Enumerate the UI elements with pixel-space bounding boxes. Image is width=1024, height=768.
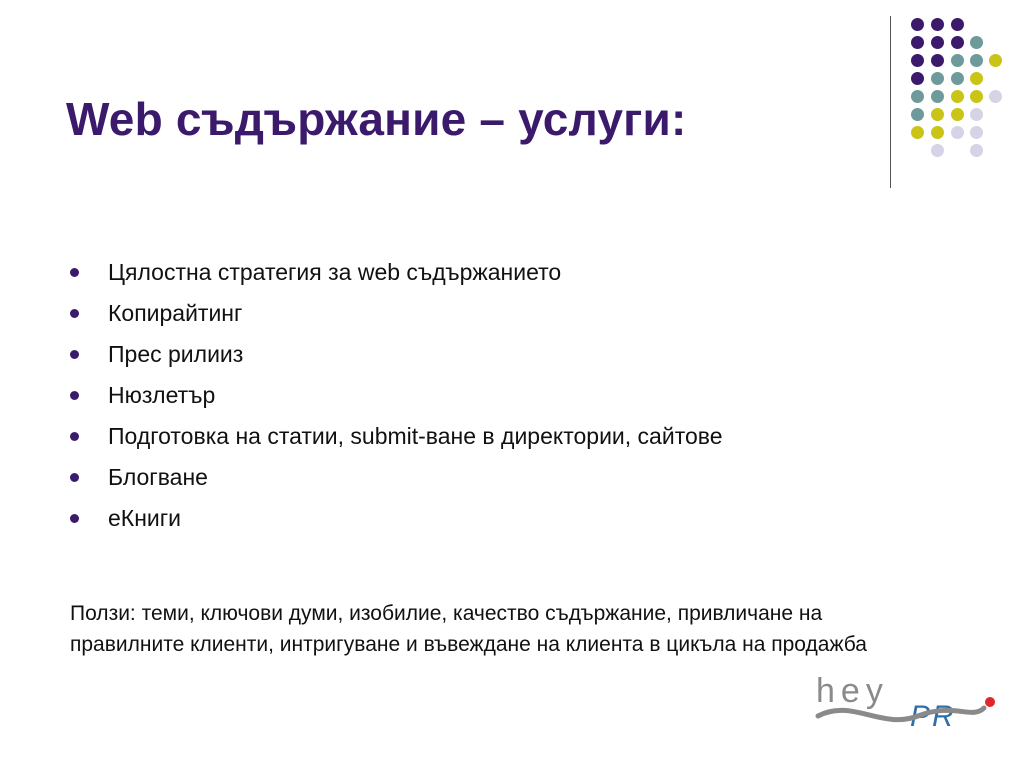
dot bbox=[951, 90, 964, 103]
dot bbox=[911, 18, 924, 31]
logo-swoosh bbox=[818, 708, 984, 720]
svg-text:hey: hey bbox=[816, 672, 889, 710]
dot bbox=[931, 18, 944, 31]
dot bbox=[951, 36, 964, 49]
bullet-icon bbox=[70, 309, 79, 318]
dot bbox=[970, 144, 983, 157]
dot bbox=[911, 54, 924, 67]
dot bbox=[951, 54, 964, 67]
list-item-label: Прес рилииз bbox=[108, 341, 244, 367]
dot bbox=[951, 72, 964, 85]
decorative-dot-grid bbox=[902, 10, 1002, 170]
dot bbox=[911, 90, 924, 103]
list-item-label: еКниги bbox=[108, 505, 181, 531]
dot bbox=[911, 36, 924, 49]
dot bbox=[931, 72, 944, 85]
dot bbox=[911, 72, 924, 85]
dot bbox=[911, 108, 924, 121]
list-item-label: Цялостна стратегия за web съдържанието bbox=[108, 259, 562, 285]
list-item bbox=[68, 498, 723, 539]
list-item bbox=[68, 334, 723, 375]
dot bbox=[931, 36, 944, 49]
decorative-divider bbox=[890, 16, 891, 188]
bullet-icon bbox=[70, 391, 79, 400]
benefits-paragraph: Ползи: теми, ключови думи, изобилие, качество съдържание, привличане на правилните клиенти, интригуване и въвеждане на клиента в цикъла на продажба bbox=[70, 602, 867, 656]
list-item-label: Нюзлетър bbox=[108, 382, 216, 408]
dot bbox=[989, 54, 1002, 67]
list-item bbox=[68, 252, 723, 293]
list-item-label: Копирайтинг bbox=[108, 300, 243, 326]
list-item bbox=[68, 457, 723, 498]
dot bbox=[951, 108, 964, 121]
bullet-icon bbox=[70, 473, 79, 482]
dot bbox=[931, 144, 944, 157]
dot bbox=[931, 90, 944, 103]
heypr-logo-wordmark bbox=[816, 672, 956, 733]
dot bbox=[951, 126, 964, 139]
dot bbox=[970, 54, 983, 67]
list-item-label: Подготовка на статии, submit-ване в директории, сайтове bbox=[108, 423, 723, 449]
services-list bbox=[68, 252, 723, 539]
bullet-icon bbox=[70, 268, 79, 277]
dot bbox=[931, 54, 944, 67]
dot bbox=[970, 90, 983, 103]
dot bbox=[970, 72, 983, 85]
dot bbox=[970, 126, 983, 139]
bullet-icon bbox=[70, 432, 79, 441]
dot bbox=[911, 126, 924, 139]
list-item bbox=[68, 416, 723, 457]
logo-red-dot bbox=[985, 697, 995, 707]
svg-text:PR: PR bbox=[910, 700, 956, 733]
bullet-icon bbox=[70, 350, 79, 359]
slide-title: Web съдържание – услуги: bbox=[66, 93, 687, 145]
list-item-label: Блогване bbox=[108, 464, 208, 490]
heypr-logo bbox=[812, 668, 1002, 748]
dot bbox=[951, 18, 964, 31]
dot bbox=[989, 90, 1002, 103]
dot bbox=[970, 108, 983, 121]
list-item bbox=[68, 293, 723, 334]
dot bbox=[931, 108, 944, 121]
list-item bbox=[68, 375, 723, 416]
bullet-icon bbox=[70, 514, 79, 523]
dot bbox=[931, 126, 944, 139]
dot bbox=[970, 36, 983, 49]
